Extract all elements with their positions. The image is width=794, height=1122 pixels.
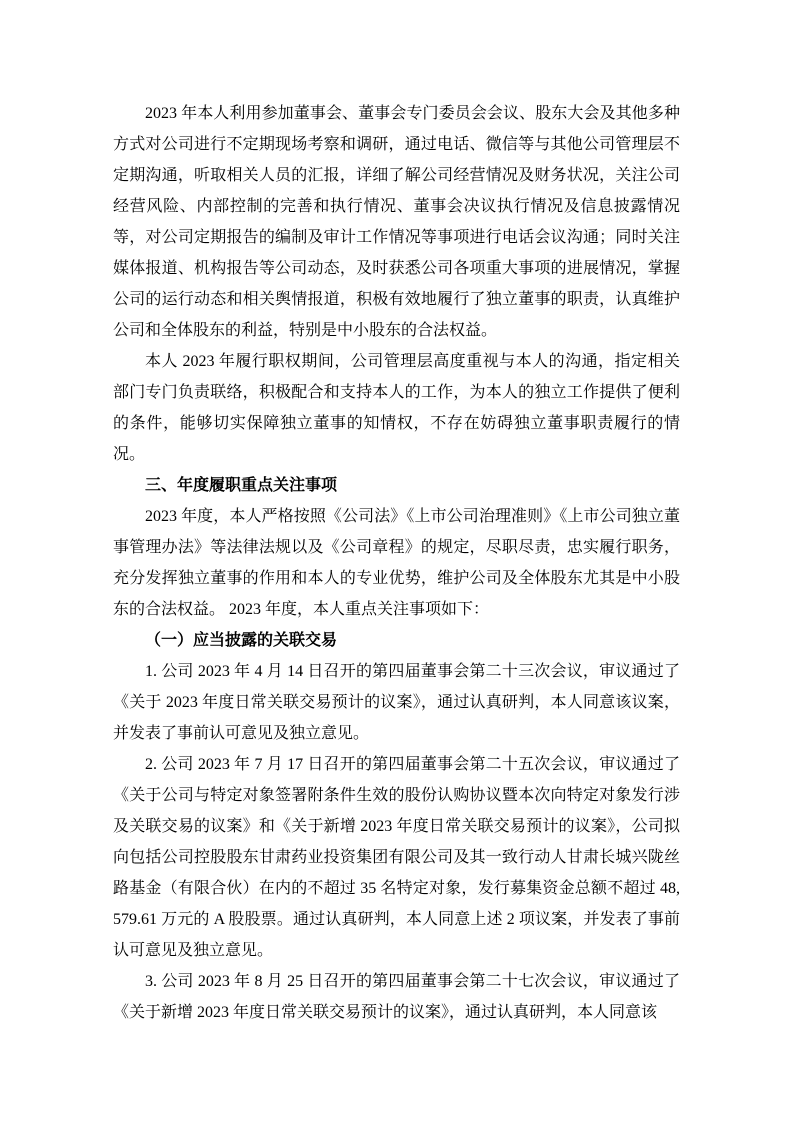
subheading-related-transactions: （一）应当披露的关联交易 [145,632,338,649]
para-management-cooperation: 本人 2023 年履行职权期间，公司管理层高度重视与本人的沟通，指定相关部门专门负责联络，积极配合和支持本人的工作，为本人的独立工作提供了便利的条件，能够切实保障独立董事的知情权，不存在妨碍独立董事职责履行的情况。 [113,353,680,463]
para-item-3: 3. 公司 2023 年 8 月 25 日召开的第四届董事会第二十七次会议，审议通过了《关于新增 2023 年度日常关联交易预计的议案》，通过认真研判，本人同意该 [113,973,680,1021]
para-duty-performance: 2023 年本人利用参加董事会、董事会专门委员会会议、股东大会及其他多种方式对公司进行不定期现场考察和调研，通过电话、微信等与其他公司管理层不定期沟通，听取相关人员的汇报，详细了解公司经营情况及财务状况，关注公司经营风险、内部控制的完善和执行情况、董事会决议执行情况及信息披露情况等，对公司定期报告的编制及审计工作情况等事项进行电话会议沟通；同时关注媒体报道、机构报告等公司动态，及时获悉公司各项重大事项的进展情况，掌握公司的运行动态和相关舆情报道，积极有效地履行了独立董事的职责，认真维护公司和全体股东的利益，特别是中小股东的合法权益。 [113,105,680,339]
para-item-2: 2. 公司 2023 年 7 月 17 日召开的第四届董事会第二十五次会议，审议通过了《关于公司与特定对象签署附条件生效的股份认购协议暨本次向特定对象发行涉及关联交易的议案》和《关于新增 2023 年度日常关联交易预计的议案》，公司拟向包括公司控股股东甘肃药业投资集团有限公司及其一致行动人甘肃长城兴陇丝路基金（有限合伙）在内的不超过 35 名特定对象，发行募集资金总额不超过 48,579.61 万元的 A 股股票。通过认真研判，本人同意上述 2 项议案，并发表了事前认可意见及独立意见。 [113,756,680,959]
heading-section-three: 三、年度履职重点关注事项 [145,477,338,494]
para-legal-basis: 2023 年度，本人严格按照《公司法》《上市公司治理准则》《上市公司独立董事管理办法》等法律法规以及《公司章程》的规定，尽职尽责，忠实履行职务，充分发挥独立董事的作用和本人的专业优势，维护公司及全体股东尤其是中小股东的合法权益。 2023 年度，本人重点关注事项如下： [113,508,680,618]
para-item-1: 1. 公司 2023 年 4 月 14 日召开的第四届董事会第二十三次会议，审议通过了《关于 2023 年度日常关联交易预计的议案》，通过认真研判，本人同意该议案，并发表了事前认可意见及独立意见。 [113,663,680,742]
